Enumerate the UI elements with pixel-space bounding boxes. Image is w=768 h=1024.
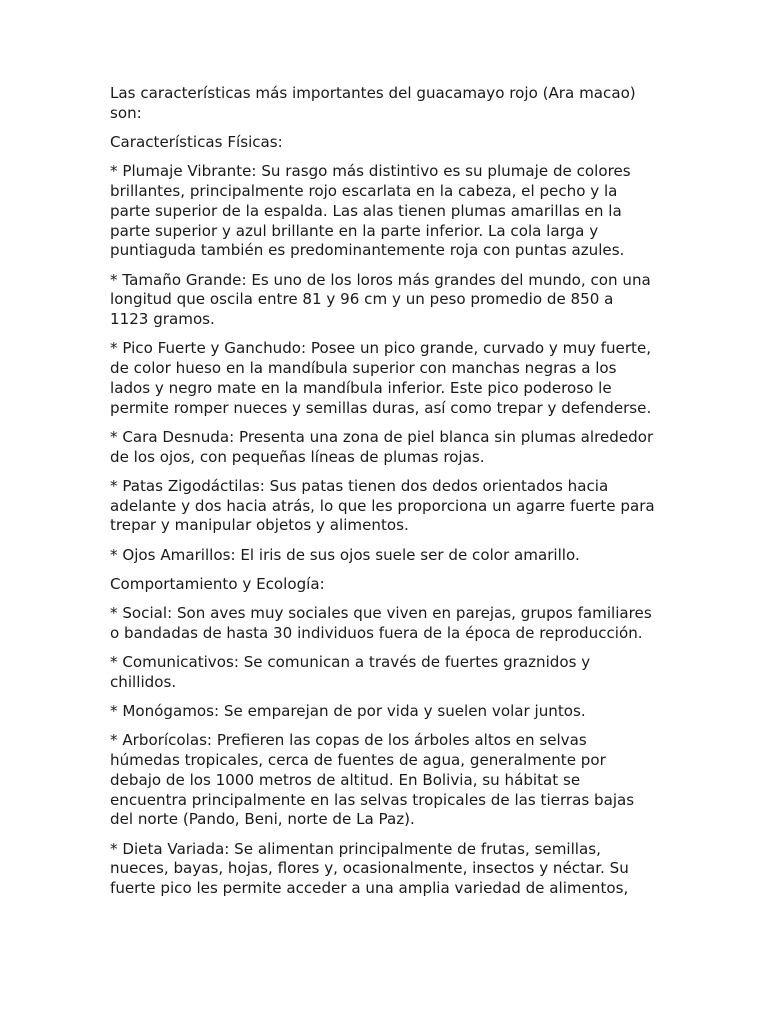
section-heading-behavior: Comportamiento y Ecología: — [110, 574, 325, 593]
list-item-arboreal: * Arborícolas: Prefieren las copas de los árboles altos en selvas húmedas tropicales, cerca de fuentes de agua, generalmente por debajo de los 1000 metros de altitud. En Bolivia, su hábitat se encuentra principalmente en las selvas tropicales de las tierras bajas del norte (Pando, Beni, norte de La Paz). — [110, 731, 635, 829]
list-item-monogamous: * Monógamos: Se emparejan de por vida y suelen volar juntos. — [110, 702, 586, 721]
intro-paragraph: Las características más importantes del guacamayo rojo (Ara macao) son: — [110, 84, 636, 122]
document-page — [110, 84, 655, 908]
list-item-size: * Tamaño Grande: Es uno de los loros más grandes del mundo, con una longitud que oscila entre 81 y 96 cm y un peso promedio de 850 a 1123 gramos. — [110, 270, 651, 329]
list-item-face: * Cara Desnuda: Presenta una zona de piel blanca sin plumas alrededor de los ojos, con pequeñas líneas de plumas rojas. — [110, 427, 654, 466]
section-heading-physical: Características Físicas: — [110, 132, 283, 151]
list-item-plumage: * Plumaje Vibrante: Su rasgo más distintivo es su plumaje de colores brillantes, principalmente rojo escarlata en la cabeza, el pecho y la parte superior de la espalda. Las alas tienen plumas amarillas en la parte superior y azul brillante en la parte inferior. La cola larga y puntiaguda también es predominantemente roja con puntas azules. — [110, 162, 631, 260]
list-item-eyes: * Ojos Amarillos: El iris de sus ojos suele ser de color amarillo. — [110, 545, 580, 564]
list-item-feet: * Patas Zigodáctilas: Sus patas tienen dos dedos orientados hacia adelante y dos hacia atrás, lo que les proporciona un agarre fuerte para trepar y manipular objetos y alimentos. — [110, 476, 655, 535]
list-item-beak: * Pico Fuerte y Ganchudo: Posee un pico grande, curvado y muy fuerte, de color hueso en la mandíbula superior con manchas negras a los lados y negro mate en la mandíbula inferior. Este pico poderoso le permite romper nueces y semillas duras, así como trepar y defenderse. — [110, 339, 652, 417]
list-item-diet: * Dieta Variada: Se alimentan principalmente de frutas, semillas, nueces, bayas, hojas, flores y, ocasionalmente, insectos y néctar. Su fuerte pico les permite acceder a una amplia variedad de alimentos, — [110, 839, 629, 898]
list-item-communicative: * Comunicativos: Se comunican a través de fuertes graznidos y chillidos. — [110, 653, 591, 691]
list-item-social: * Social: Son aves muy sociales que viven en parejas, grupos familiares o bandadas de hasta 30 individuos fuera de la época de reproducción. — [110, 604, 652, 642]
